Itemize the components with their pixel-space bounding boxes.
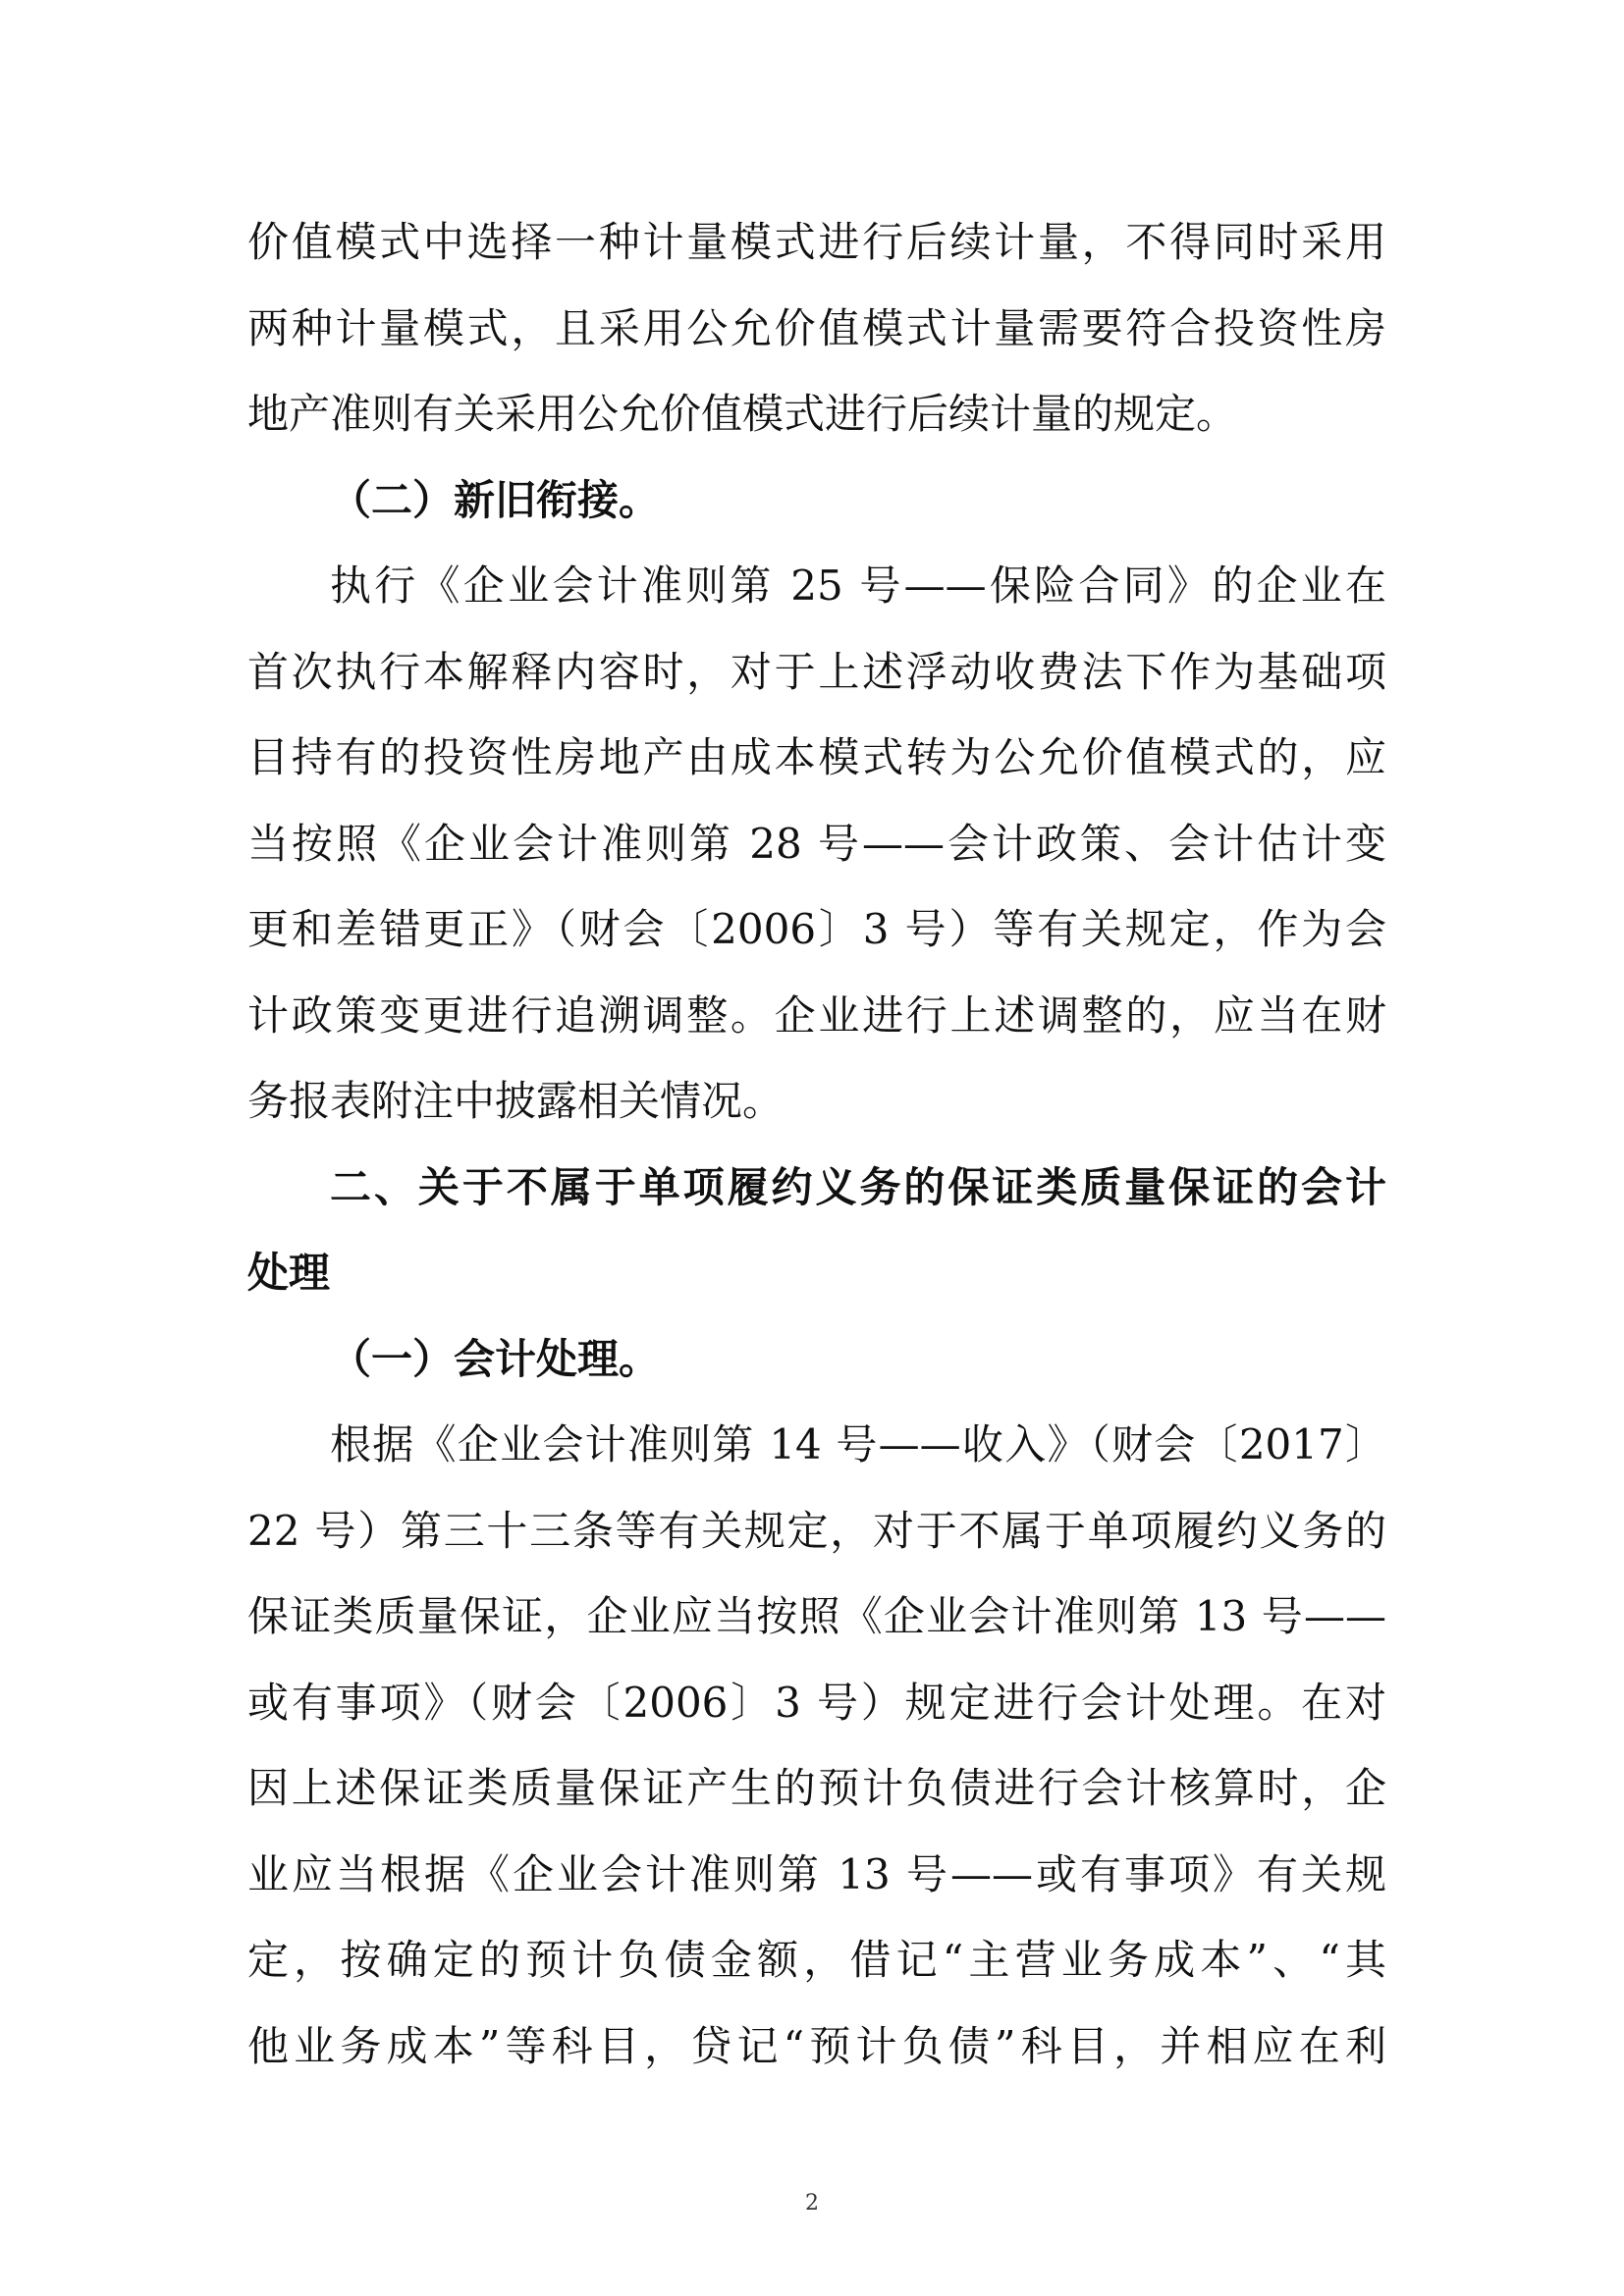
- subsection-heading: （二）新旧衔接。: [330, 475, 661, 524]
- body-text-line: 务报表附注中披露相关情况。: [247, 1077, 785, 1125]
- body-text-line: 保证类质量保证，企业应当按照《企业会计准则第 13 号——: [247, 1592, 1386, 1640]
- body-text-line: 两种计量模式，且采用公允价值模式计量需要符合投资性房: [247, 303, 1386, 352]
- body-text-line: 首次执行本解释内容时，对于上述浮动收费法下作为基础项: [247, 647, 1386, 696]
- body-text-line: 根据《企业会计准则第 14 号——收入》（财会〔2017〕: [330, 1420, 1386, 1468]
- document-body: [247, 199, 1386, 2089]
- body-text-line: 或有事项》（财会〔2006〕3 号）规定进行会计处理。在对: [247, 1678, 1386, 1727]
- section-heading: 二、关于不属于单项履约义务的保证类质量保证的会计: [330, 1162, 1386, 1211]
- page-number: 2: [805, 2191, 819, 2216]
- body-text-line: 计政策变更进行追溯调整。企业进行上述调整的，应当在财: [247, 990, 1386, 1040]
- body-text-line: 目持有的投资性房地产由成本模式转为公允价值模式的，应: [247, 733, 1386, 781]
- body-text-line: 价值模式中选择一种计量模式进行后续计量，不得同时采用: [247, 218, 1386, 266]
- body-text-line: 定，按确定的预计负债金额，借记“主营业务成本”、“其: [247, 1936, 1386, 1984]
- body-text-line: 22 号）第三十三条等有关规定，对于不属于单项履约义务的: [247, 1506, 1386, 1555]
- body-text-line: 执行《企业会计准则第 25 号——保险合同》的企业在: [330, 561, 1386, 610]
- body-text-line: 他业务成本”等科目，贷记“预计负债”科目，并相应在利: [247, 2021, 1386, 2070]
- body-text-line: 地产准则有关采用公允价值模式进行后续计量的规定。: [247, 390, 1238, 438]
- body-text-line: 因上述保证类质量保证产生的预计负债进行会计核算时，企: [247, 1764, 1386, 1812]
- subsection-heading: （一）会计处理。: [330, 1334, 661, 1383]
- section-heading: 处理: [247, 1249, 331, 1297]
- body-text-line: 当按照《企业会计准则第 28 号——会计政策、会计估计变: [247, 819, 1386, 868]
- body-text-line: 业应当根据《企业会计准则第 13 号——或有事项》有关规: [247, 1849, 1386, 1898]
- body-text-line: 更和差错更正》（财会〔2006〕3 号）等有关规定，作为会: [247, 905, 1386, 953]
